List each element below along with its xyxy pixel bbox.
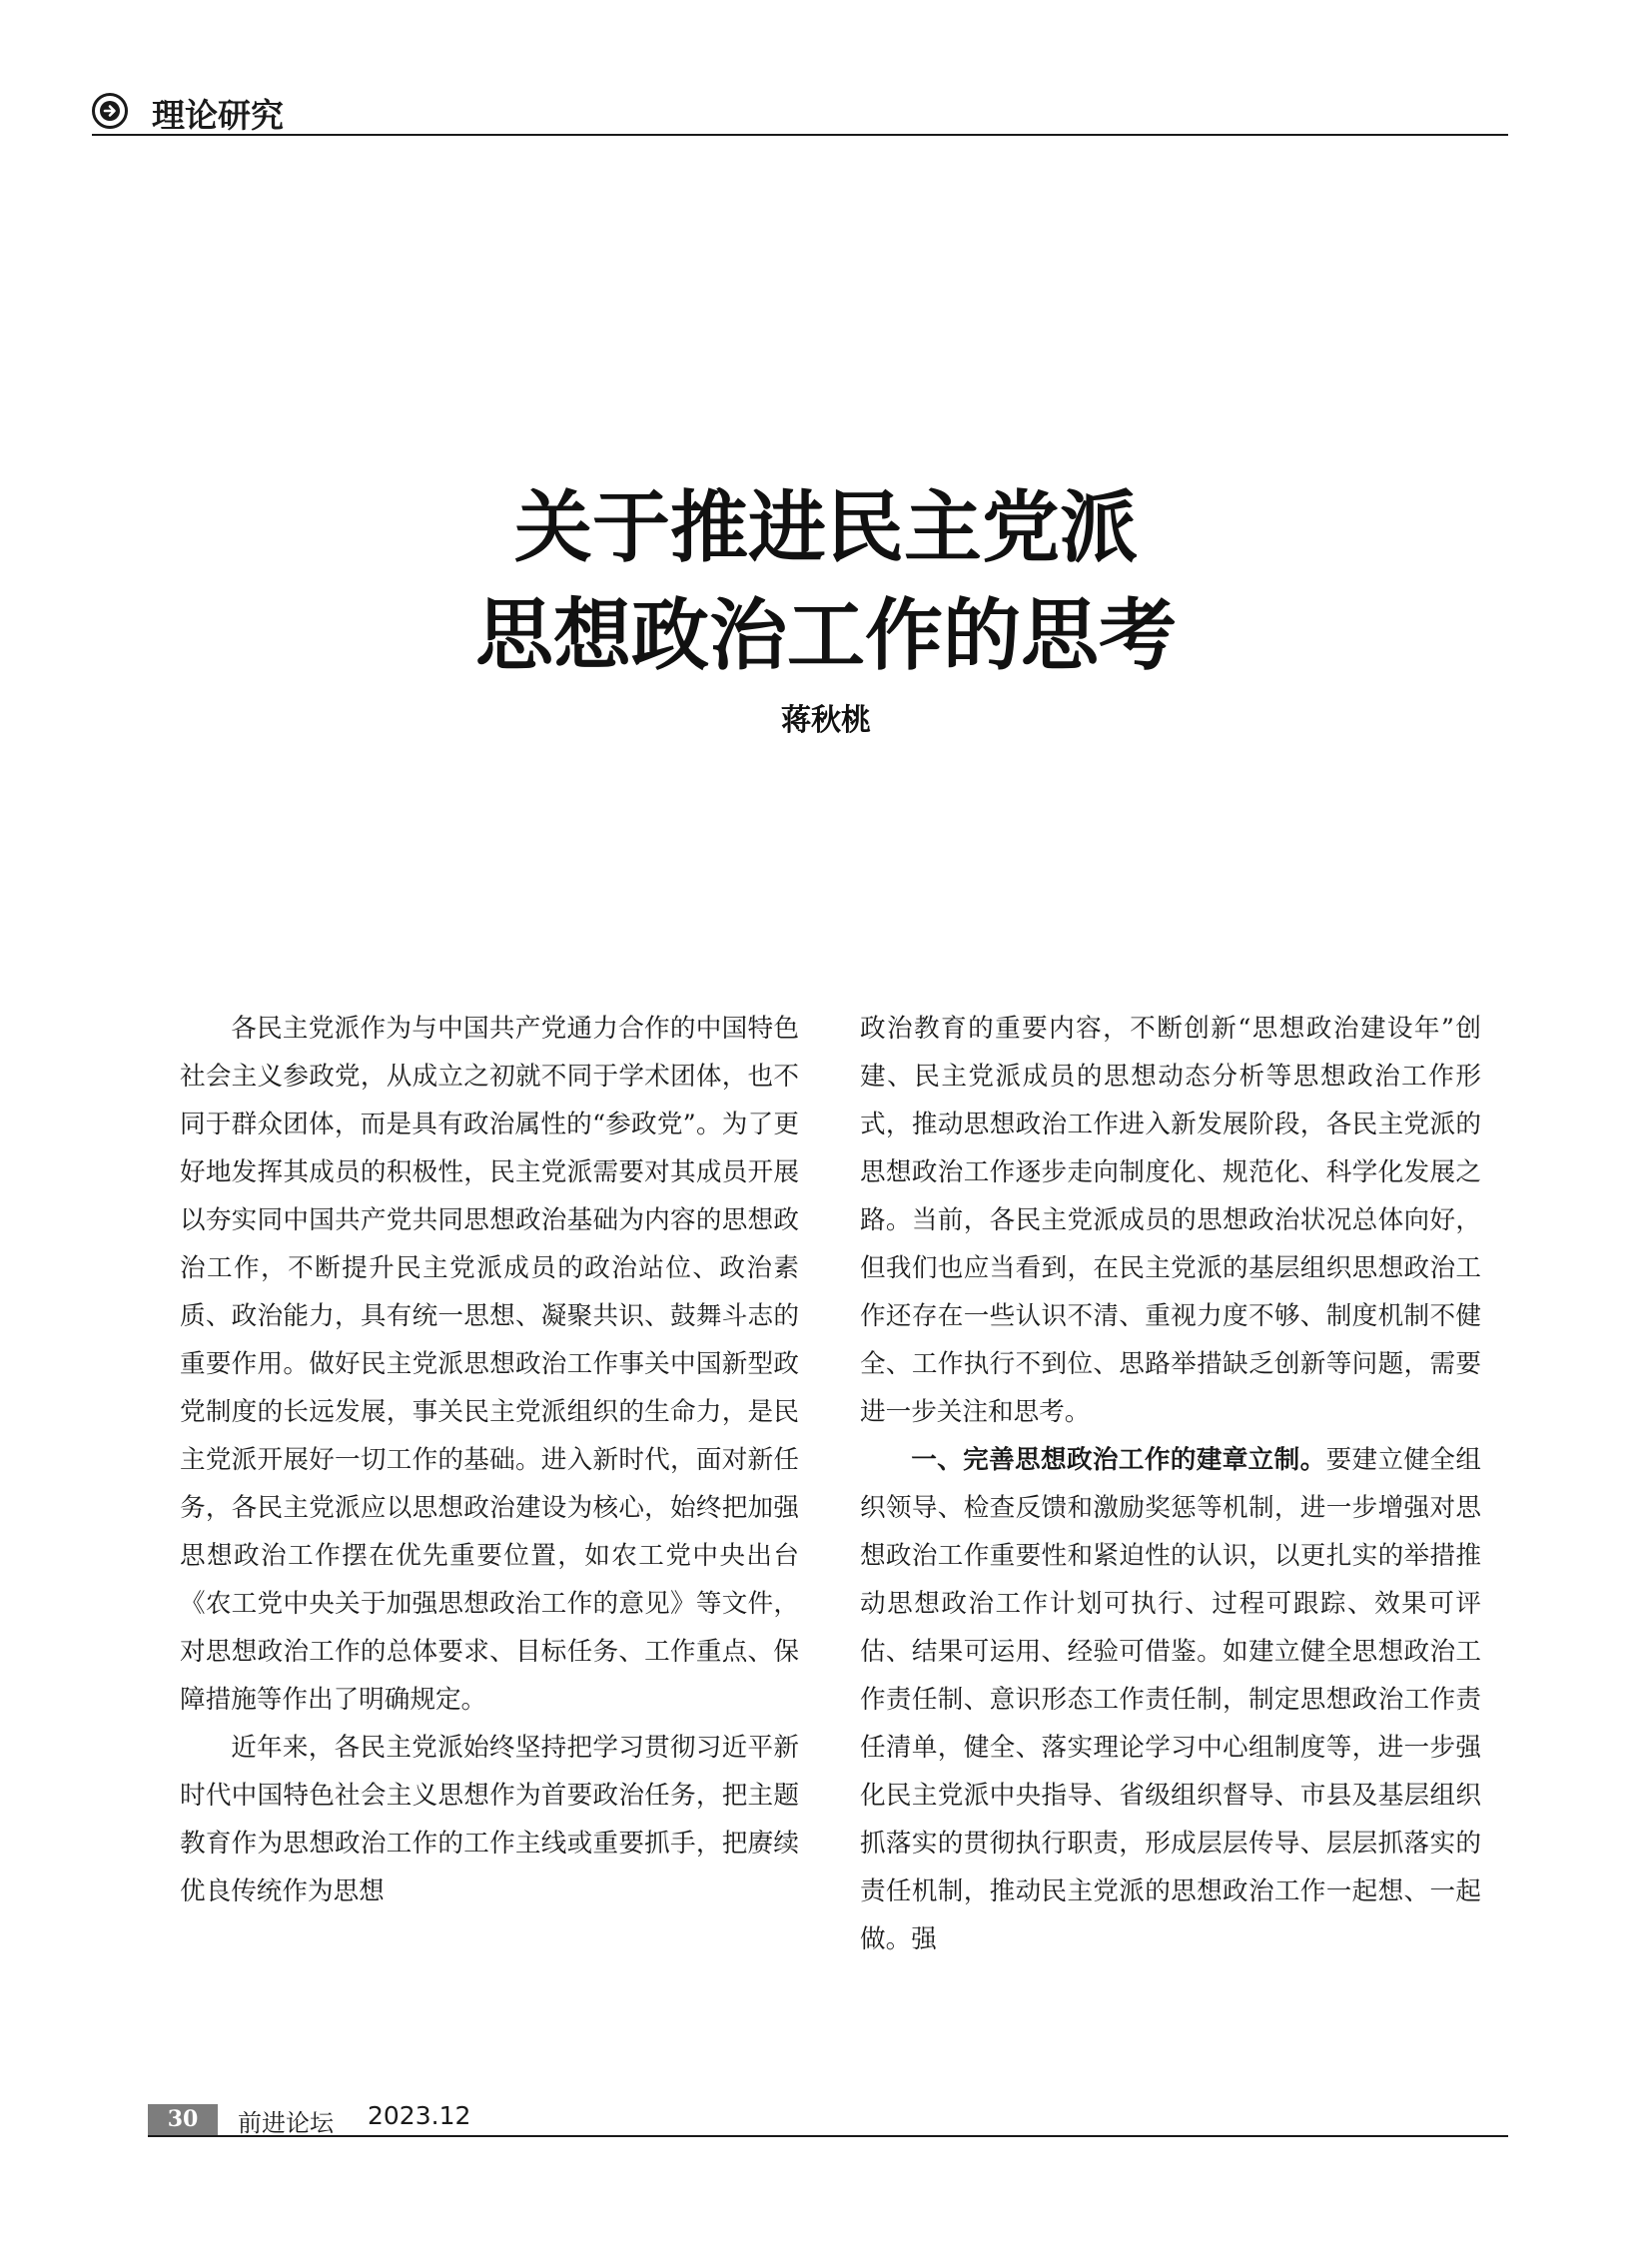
issue-date: 2023.12 xyxy=(368,2101,471,2130)
header-rule xyxy=(92,134,1508,136)
right-arrow-circle-icon xyxy=(92,93,128,129)
footer-rule xyxy=(148,2135,1508,2137)
section-heading: 一、完善思想政治工作的建章立制。 xyxy=(911,1445,1326,1475)
article-author: 蒋秋桃 xyxy=(781,703,871,738)
right-column xyxy=(860,1005,1481,1963)
page-number: 30 xyxy=(148,2104,218,2135)
article-title-line-1: 关于推进民主党派 xyxy=(513,483,1138,573)
body-paragraph: 各民主党派作为与中国共产党通力合作的中国特色社会主义参政党，从成立之初就不同于学术团体，也不同于群众团体，而是具有政治属性的“参政党”。为了更好地发挥其成员的积极性，民主党派需要对其成员开展以夯实同中国共产党共同思想政治基础为内容的思想政治工作，不断提升民主党派成员的政治站位、政治素质、政治能力，具有统一思想、凝聚共识、鼓舞斗志的重要作用。做好民主党派思想政治工作事关中国新型政党制度的长远发展，事关民主党派组织的生命力，是民主党派开展好一切工作的基础。进入新时代，面对新任务，各民主党派应以思想政治建设为核心，始终把加强思想政治工作摆在优先重要位置，如农工党中央出台《农工党中央关于加强思想政治工作的意见》等文件，对思想政治工作的总体要求、目标任务、工作重点、保障措施等作出了明确规定。 xyxy=(180,1014,799,1715)
section-text: 要建立健全组织领导、检查反馈和激励奖惩等机制，进一步增强对思想政治工作重要性和紧迫性的认识，以更扎实的举措推动思想政治工作计划可执行、过程可跟踪、效果可评估、结果可运用、经验可借鉴。如建立健全思想政治工作责任制、意识形态工作责任制，制定思想政治工作责任清单，健全、落实理论学习中心组制度等，进一步强化民主党派中央指导、省级组织督导、市县及基层组织抓落实的贯彻执行职责，形成层层传导、层层抓落实的责任机制，推动民主党派的思想政治工作一起想、一起做。强 xyxy=(860,1445,1481,1954)
body-paragraph-continuation: 政治教育的重要内容，不断创新“思想政治建设年”创建、民主党派成员的思想动态分析等思想政治工作形式，推动思想政治工作进入新发展阶段，各民主党派的思想政治工作逐步走向制度化、规范化、科学化发展之路。当前，各民主党派成员的思想政治状况总体向好，但我们也应当看到，在民主党派的基层组织思想政治工作还存在一些认识不清、重视力度不够、制度机制不健全、工作执行不到位、思路举措缺乏创新等问题，需要进一步关注和思考。 xyxy=(860,1014,1481,1427)
left-column xyxy=(180,1005,799,1915)
section-label: 理论研究 xyxy=(152,96,284,135)
article-title xyxy=(0,474,1652,690)
journal-name: 前进论坛 xyxy=(238,2109,334,2137)
body-paragraph: 近年来，各民主党派始终坚持把学习贯彻习近平新时代中国特色社会主义思想作为首要政治任务，把主题教育作为思想政治工作的工作主线或重要抓手，把赓续优良传统作为思想 xyxy=(180,1733,799,1906)
article-title-line-2: 思想政治工作的思考 xyxy=(474,591,1177,681)
section-paragraph xyxy=(860,1436,1481,1963)
